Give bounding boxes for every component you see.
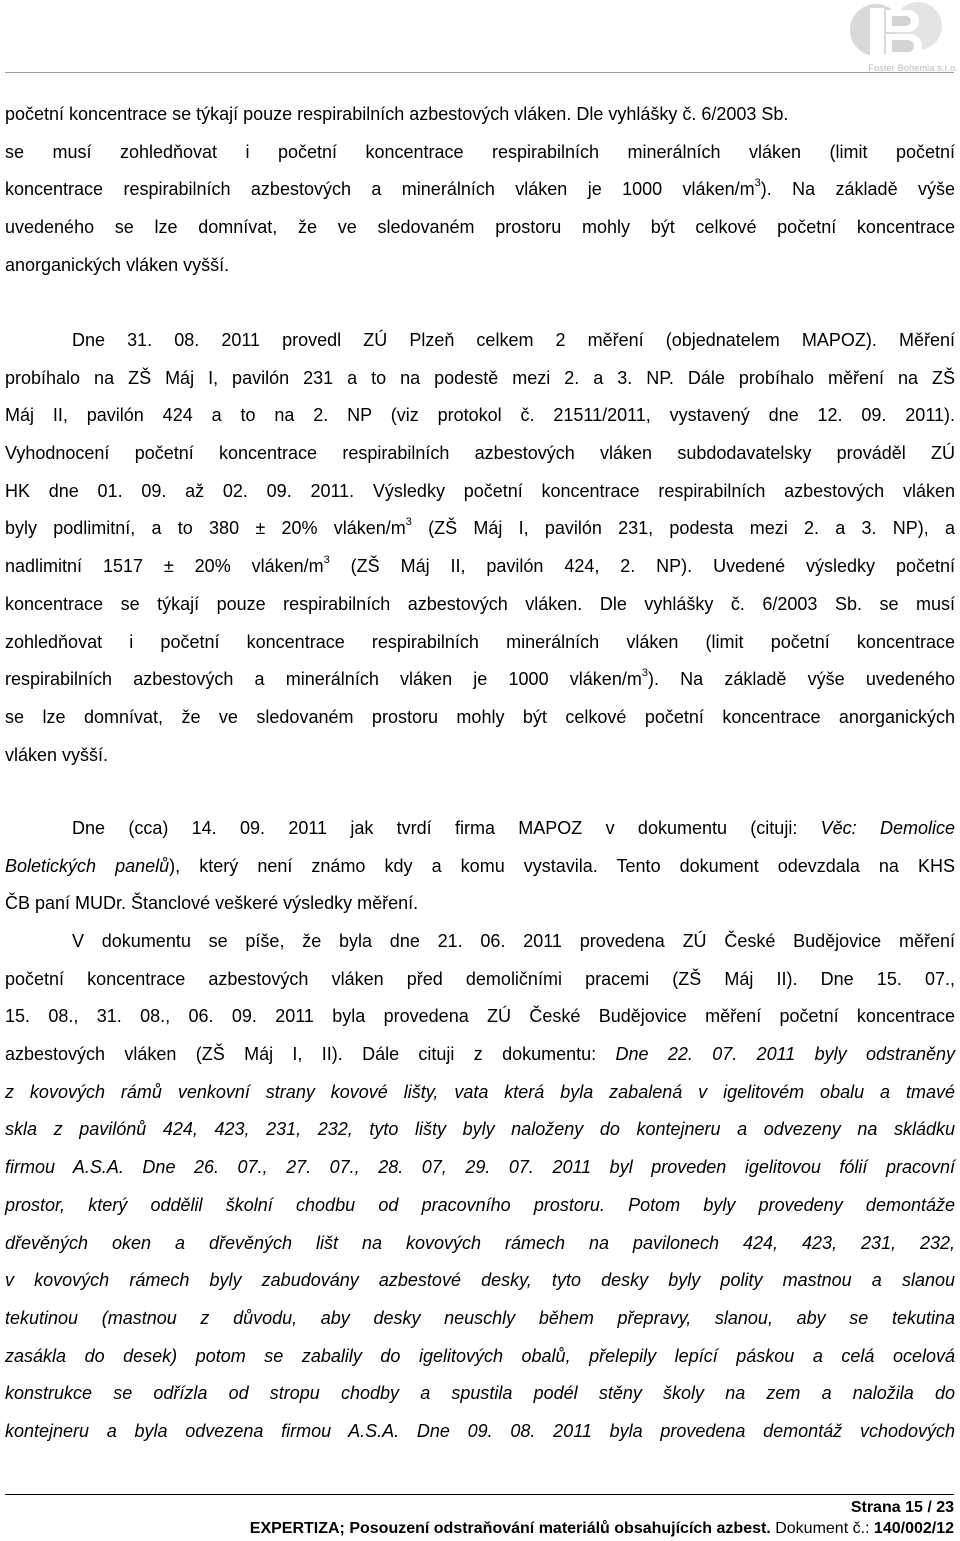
text-line: byly podlimitní, a to 380 ± 20% vláken/$m^3$ (ZŠ Máj I, pavilón 231, podesta mezi 2. a 3. NP), a xyxy=(5,516,955,539)
paragraph-4 xyxy=(5,923,955,1451)
paragraph-1 xyxy=(5,96,955,284)
text-line: respirabilních azbestových a minerálních vláken je 1000 vláken/$m^3$). Na základě výše uvedeného xyxy=(5,667,955,690)
text-line: 15. 08., 31. 08., 06. 09. 2011 byla provedena ZÚ České Budějovice měření početní koncentrace xyxy=(5,1006,955,1027)
logo-wordmark: Foster Bohemia s.r.o. xyxy=(868,63,958,73)
superscript: 3 xyxy=(641,667,648,680)
text-line: V dokumentu se píše, že byla dne 21. 06. 2011 provedena ZÚ České Budějovice měření xyxy=(72,931,955,951)
text-line: Dne (cca) 14. 09. 2011 jak tvrdí firma MAPOZ v dokumentu (cituji: Věc: Demolice xyxy=(72,818,955,838)
text-line: kontejneru a byla odvezena firmou A.S.A. Dne 09. 08. 2011 byla provedena demontáž vchodových xyxy=(5,1420,955,1441)
text-line: azbestových vláken (ZŠ Máj I, II). Dále cituji z dokumentu: Dne 22. 07. 2011 byly odstraněny xyxy=(5,1044,955,1065)
text-line: z kovových rámů venkovní strany kovové lišty, vata která byla zabalená v igelitovém obalu a tmavé xyxy=(5,1081,955,1102)
text-line: Dne 31. 08. 2011 provedl ZÚ Plzeň celkem 2 měření (objednatelem MAPOZ). Měření xyxy=(72,330,955,350)
text-line: HK dne 01. 09. až 02. 09. 2011. Výsledky početní koncentrace respirabilních azbestových vláken xyxy=(5,480,955,501)
page-number: Strana 15 / 23 xyxy=(850,1499,954,1516)
document-reference: EXPERTIZA; Posouzení odstraňování materiálů obsahujících azbest. Dokument č.: 140/002/12 xyxy=(249,1520,954,1537)
paragraph-2 xyxy=(5,322,955,774)
text-line: ČB paní MUDr. Štanclové veškeré výsledky měření. xyxy=(5,893,419,914)
text-line: uvedeného se lze domnívat, že ve sledovaném prostoru mohly být celkové početní koncentrace xyxy=(5,217,955,238)
text-line: konstrukce se odřízla od stropu chodby a spustila podél stěny školy na zem a naložila do xyxy=(5,1383,955,1404)
text-line: zasákla do desek) potom se zabalily do igelitových obalů, přelepily lepící páskou a celá ocelová xyxy=(5,1345,955,1366)
company-logo xyxy=(810,0,960,78)
text-line: vláken vyšší. xyxy=(5,744,109,765)
text-line: koncentrace respirabilních azbestových a minerálních vláken je 1000 vláken/$m^3$). Na základě výše xyxy=(5,177,955,200)
text-line: skla z pavilónů 424, 423, 231, 232, tyto lišty byly naloženy do kontejneru a odvezeny na skládku xyxy=(5,1119,955,1140)
paragraph-3 xyxy=(5,810,955,923)
text-line: Máj II, pavilón 424 a to na 2. NP (viz protokol č. 21511/2011, vystavený dne 12. 09. 2011). xyxy=(5,405,955,426)
text-line: Vyhodnocení početní koncentrace respirabilních azbestových vláken subdodavatelsky prováděl ZÚ xyxy=(5,443,955,464)
text-line: dřevěných oken a dřevěných lišt na kovových rámech na pavilonech 424, 423, 231, 232, xyxy=(5,1232,955,1253)
text-line: početní koncentrace se týkají pouze respirabilních azbestových vláken. Dle vyhlášky č. 6/2003 Sb. xyxy=(5,104,789,124)
text-line: anorganických vláken vyšší. xyxy=(5,254,230,275)
header-divider xyxy=(5,72,954,73)
text-line: tekutinou (mastnou z důvodu, aby desky neuschly během přepravy, slanou, aby se tekutina xyxy=(5,1307,955,1328)
text-line: se lze domnívat, že ve sledovaném prostoru mohly být celkové početní koncentrace anorganických xyxy=(5,706,955,727)
text-line: v kovových rámech byly zabudovány azbestové desky, tyto desky byly polity mastnou a slanou xyxy=(5,1270,955,1291)
text-line: firmou A.S.A. Dne 26. 07., 27. 07., 28. 07, 29. 07. 2011 byl proveden igelitovou fólií pracovní xyxy=(5,1157,955,1178)
superscript: 3 xyxy=(405,516,412,529)
text-line: probíhalo na ZŠ Máj I, pavilón 231 a to na podestě mezi 2. a 3. NP. Dále probíhalo měření na ZŠ xyxy=(5,367,955,388)
superscript: 3 xyxy=(323,554,330,567)
text-line: zohledňovat i početní koncentrace respirabilních minerálních vláken (limit početní koncentrace xyxy=(5,631,955,652)
superscript: 3 xyxy=(754,177,761,190)
text-line: Boletických panelů), který není známo kdy a komu vystavila. Tento dokument odevzdala na KHS xyxy=(5,855,956,876)
footer-divider xyxy=(5,1494,954,1495)
text-line: početní koncentrace azbestových vláken před demoličními pracemi (ZŠ Máj II). Dne 15. 07., xyxy=(5,968,955,989)
text-line: nadlimitní 1517 ± 20% vláken/$m^3$ (ZŠ Máj II, pavilón 424, 2. NP). Uvedené výsledky početní xyxy=(5,554,956,577)
text-line: prostor, který oddělil školní chodbu od pracovního prostoru. Potom byly provedeny demontáže xyxy=(5,1194,955,1215)
text-line: se musí zohledňovat i početní koncentrace respirabilních minerálních vláken (limit početní xyxy=(5,141,955,162)
text-line: koncentrace se týkají pouze respirabilních azbestových vláken. Dle vyhlášky č. 6/2003 Sb. se musí xyxy=(5,593,955,614)
